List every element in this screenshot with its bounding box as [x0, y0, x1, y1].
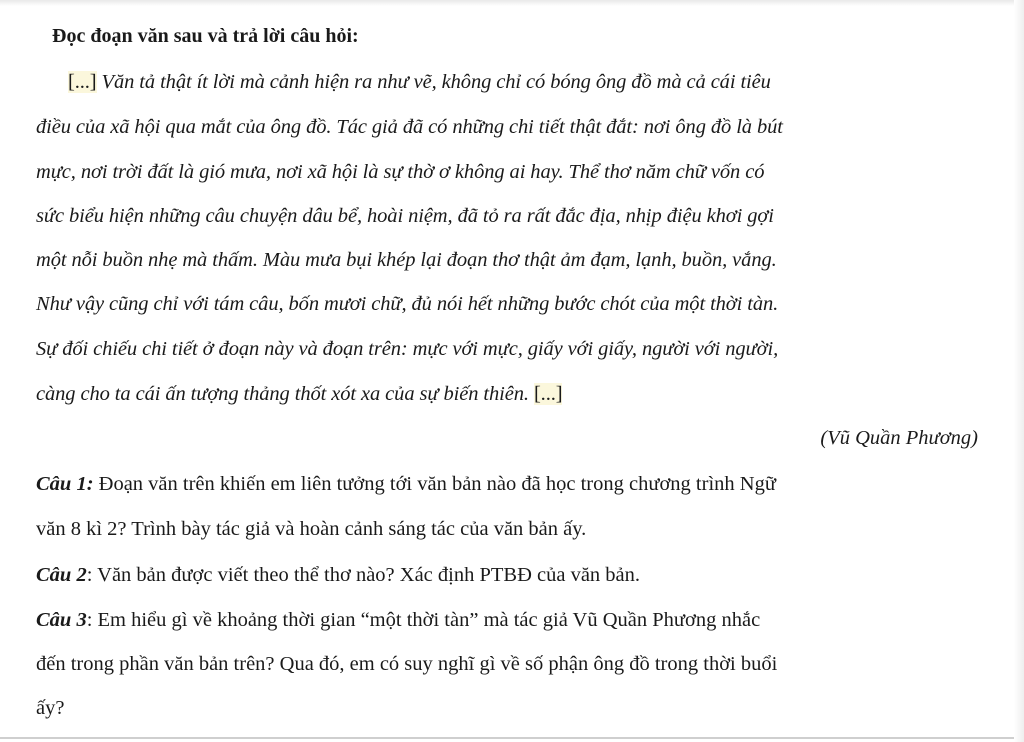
instruction-heading: Đọc đoạn văn sau và trả lời câu hỏi: [52, 25, 359, 47]
question-3-text-1: : Em hiểu gì về khoảng thời gian “một thời tàn” mà tác giả Vũ Quần Phương nhắc [86, 609, 761, 631]
passage-close-bracket: [...] [533, 383, 563, 405]
question-3-line-2: đến trong phần văn bản trên? Qua đó, em có suy nghĩ gì về số phận ông đồ trong thời buổi [36, 653, 778, 675]
passage-line-1-text: Văn tả thật ít lời mà cảnh hiện ra như vẽ, không chỉ có bóng ông đồ mà cả cái tiêu [96, 71, 771, 93]
question-2-line-1 [36, 561, 640, 589]
passage-author: (Vũ Quần Phương) [820, 427, 978, 449]
passage-line-5: một nỗi buồn nhẹ mà thấm. Màu mưa bụi khép lại đoạn thơ thật ảm đạm, lạnh, buồn, vắng. [36, 249, 777, 271]
passage-line-4: sức biểu hiện những câu chuyện dâu bể, hoài niệm, đã tỏ ra rất đắc địa, nhịp điệu khơi gợi [36, 205, 774, 227]
passage-open-bracket: [...] [68, 71, 97, 93]
question-2-label: Câu 2 [36, 564, 87, 586]
question-1-line-2: văn 8 kì 2? Trình bày tác giả và hoàn cảnh sáng tác của văn bản ấy. [36, 518, 587, 540]
passage-line-6: Như vậy cũng chỉ với tám câu, bốn mươi chữ, đủ nói hết những bước chót của một thời tàn. [36, 293, 779, 315]
passage-line-8 [36, 380, 562, 408]
question-2-text-1: : Văn bản được viết theo thể thơ nào? Xác định PTBĐ của văn bản. [86, 564, 641, 586]
bottom-divider [0, 737, 1024, 739]
passage-line-8-text: càng cho ta cái ấn tượng thảng thốt xót xa của sự biến thiên. [36, 383, 534, 405]
passage-line-3: mực, nơi trời đất là gió mưa, nơi xã hội là sự thờ ơ không ai hay. Thể thơ năm chữ vốn có [36, 161, 765, 183]
question-1-text-1: Đoạn văn trên khiến em liên tưởng tới văn bản nào đã học trong chương trình Ngữ [93, 473, 776, 495]
passage-line-1 [68, 68, 771, 96]
top-edge-shadow [0, 0, 1024, 6]
passage-line-2: điều của xã hội qua mắt của ông đồ. Tác giả đã có những chi tiết thật đắt: nơi ông đồ là bút [36, 116, 783, 138]
question-3-label: Câu 3 [36, 609, 87, 631]
question-3-line-3: ấy? [36, 697, 65, 719]
question-3-line-1 [36, 606, 760, 634]
passage-line-7: Sự đối chiếu chi tiết ở đoạn này và đoạn trên: mực với mực, giấy với giấy, người với người, [36, 338, 779, 360]
question-1-label: Câu 1: [36, 473, 94, 495]
right-edge-shadow [1014, 0, 1024, 742]
question-1-line-1 [36, 470, 776, 498]
